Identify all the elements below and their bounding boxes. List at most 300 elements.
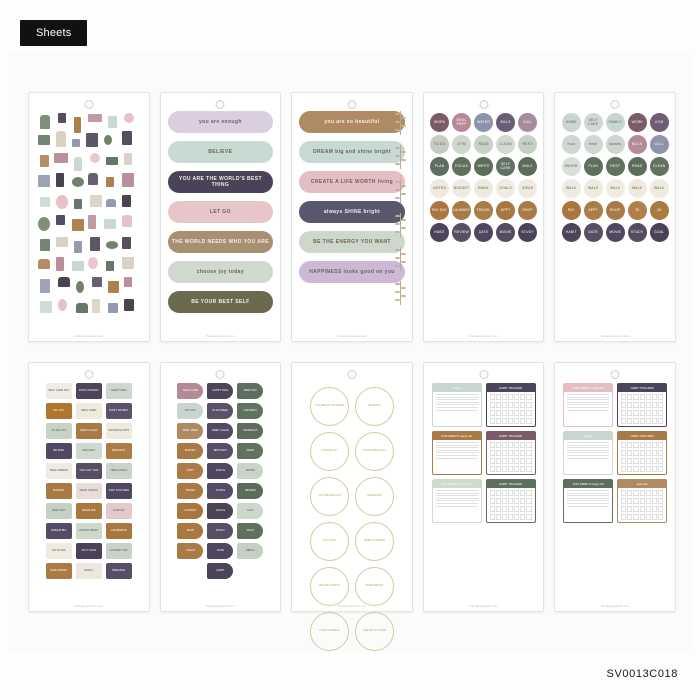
tag-sticker[interactable]: APPOINTMENT (76, 523, 102, 539)
dot-sticker[interactable]: CLEAN (496, 135, 515, 154)
habit-cell[interactable] (658, 490, 663, 496)
tag-sticker[interactable]: SELF CARE (177, 383, 203, 399)
habit-cell[interactable] (627, 490, 632, 496)
habit-cell[interactable] (496, 498, 501, 504)
brush-strip[interactable] (299, 141, 405, 163)
habit-cell[interactable] (633, 402, 638, 408)
tag-sticker[interactable]: BE KIND (46, 443, 72, 459)
habit-cell[interactable] (640, 442, 645, 448)
habit-cell[interactable] (490, 466, 495, 472)
habit-cell[interactable] (490, 490, 495, 496)
sticker-icon[interactable] (108, 281, 119, 293)
habit-cell[interactable] (514, 514, 519, 520)
tag-sticker[interactable]: WORKOUT (237, 423, 263, 439)
sticker-icon[interactable] (88, 257, 98, 269)
dot-sticker[interactable]: CLEAN (650, 157, 669, 176)
brush-strip[interactable] (299, 201, 405, 223)
habit-cell[interactable] (640, 498, 645, 504)
dot-sticker[interactable]: GYM (452, 135, 471, 154)
tag-sticker[interactable]: DON'T FORGET (76, 383, 102, 399)
habit-cell[interactable] (658, 394, 663, 400)
tag-sticker[interactable]: BUDGET (177, 443, 203, 459)
habit-cell[interactable] (640, 418, 645, 424)
sticker-icon[interactable] (56, 215, 65, 225)
habit-cell[interactable] (490, 450, 495, 456)
tag-sticker[interactable]: BIRTHDAY (207, 443, 233, 459)
sheet-tag-labels-1[interactable] (28, 362, 150, 612)
habit-cell[interactable] (633, 506, 638, 512)
tag-sticker[interactable]: BREATHE (106, 563, 132, 579)
sticker-icon[interactable] (58, 277, 70, 287)
habit-cell[interactable] (633, 418, 638, 424)
sticker-icon[interactable] (108, 303, 118, 313)
sheet-tag-labels-2[interactable] (160, 362, 282, 612)
tag-sticker[interactable]: DO IT NOW (76, 543, 102, 559)
habit-cell[interactable] (646, 458, 651, 464)
sticker-icon[interactable] (74, 241, 82, 253)
habit-cell[interactable] (520, 394, 525, 400)
habit-cell[interactable] (646, 402, 651, 408)
habit-cell[interactable] (514, 466, 519, 472)
habit-cell[interactable] (520, 466, 525, 472)
habit-cell[interactable] (633, 410, 638, 416)
habit-cell[interactable] (496, 418, 501, 424)
tag-sticker[interactable]: BIRTHDAY (106, 443, 132, 459)
tag-sticker[interactable]: DEEP CLEAN (76, 423, 102, 439)
wreath-sticker[interactable]: LOVE YOURSELF (310, 612, 349, 651)
dot-sticker[interactable]: APPT (496, 201, 515, 220)
habit-cell[interactable] (633, 394, 638, 400)
habit-cell[interactable] (646, 490, 651, 496)
habit-cell[interactable] (502, 466, 507, 472)
planner-box[interactable] (486, 479, 536, 523)
dot-sticker[interactable]: DATE (584, 223, 603, 242)
planner-box[interactable] (617, 431, 667, 475)
habit-cell[interactable] (526, 410, 531, 416)
tag-sticker[interactable]: TRAVEL (177, 483, 203, 499)
tag-sticker[interactable]: WATER PLANTS (106, 423, 132, 439)
dot-sticker[interactable]: FAMILY (606, 113, 625, 132)
habit-cell[interactable] (658, 450, 663, 456)
habit-cell[interactable] (496, 514, 501, 520)
habit-cell[interactable] (627, 450, 632, 456)
tag-sticker[interactable]: NO PLANS (46, 543, 72, 559)
brush-strip[interactable] (299, 171, 405, 193)
habit-cell[interactable] (640, 466, 645, 472)
habit-cell[interactable] (502, 458, 507, 464)
tag-sticker[interactable]: MEAL PREP (177, 423, 203, 439)
sticker-icon[interactable] (38, 175, 50, 187)
dot-sticker[interactable]: WALK (584, 179, 603, 198)
dot-sticker[interactable]: NOTES (430, 179, 449, 198)
habit-cell[interactable] (520, 458, 525, 464)
habit-cell[interactable] (646, 506, 651, 512)
sticker-icon[interactable] (76, 281, 84, 293)
habit-cell[interactable] (508, 498, 513, 504)
dot-sticker[interactable]: PAY DAY (430, 201, 449, 220)
sticker-icon[interactable] (122, 131, 132, 145)
wreath-sticker[interactable]: YOU ARE MY SUNSHINE (310, 387, 349, 426)
planner-box[interactable] (617, 383, 667, 427)
dot-sticker[interactable]: IDEAS (518, 179, 537, 198)
habit-cell[interactable] (652, 450, 657, 456)
brush-strip[interactable] (168, 171, 274, 193)
habit-cell[interactable] (652, 490, 657, 496)
habit-cell[interactable] (658, 402, 663, 408)
habit-cell[interactable] (646, 450, 651, 456)
habit-cell[interactable] (646, 418, 651, 424)
tag-sticker[interactable]: NEW GOALS (106, 463, 132, 479)
sticker-icon[interactable] (122, 237, 131, 249)
habit-cell[interactable] (520, 442, 525, 448)
brush-strip[interactable] (299, 231, 405, 253)
habit-cell[interactable] (514, 498, 519, 504)
dot-sticker[interactable]: GYM (650, 113, 669, 132)
tag-sticker[interactable]: SAVE MONEY (46, 563, 72, 579)
habit-cell[interactable] (508, 442, 513, 448)
habit-cell[interactable] (496, 506, 501, 512)
sticker-icon[interactable] (108, 116, 117, 128)
habit-cell[interactable] (652, 394, 657, 400)
habit-cell[interactable] (514, 402, 519, 408)
dot-sticker[interactable]: TO DO (430, 135, 449, 154)
dot-sticker[interactable]: 26 (650, 201, 669, 220)
tag-sticker[interactable]: REFILL (237, 543, 263, 559)
habit-cell[interactable] (640, 490, 645, 496)
tag-sticker[interactable]: WATER (237, 463, 263, 479)
sticker-icon[interactable] (54, 153, 68, 163)
habit-cell[interactable] (520, 450, 525, 456)
tag-sticker[interactable]: REST DAY (46, 503, 72, 519)
habit-cell[interactable] (526, 490, 531, 496)
tag-sticker[interactable]: PAY DAY (46, 403, 72, 419)
sticker-icon[interactable] (90, 153, 100, 163)
tag-sticker[interactable]: DEEP CLEAN (207, 423, 233, 439)
habit-cell[interactable] (526, 442, 531, 448)
dot-sticker[interactable]: laundry (606, 135, 625, 154)
tag-sticker[interactable]: SELF CARE DAY (46, 383, 72, 399)
habit-cell[interactable] (640, 402, 645, 408)
dot-sticker[interactable]: FOCUS (452, 157, 471, 176)
habit-cell[interactable] (520, 498, 525, 504)
wreath-sticker[interactable]: BE BRAVE (355, 387, 394, 426)
habit-cell[interactable] (508, 394, 513, 400)
sticker-icon[interactable] (72, 177, 84, 187)
habit-cell[interactable] (652, 466, 657, 472)
dot-sticker[interactable]: SELF CARE (584, 113, 603, 132)
dot-sticker[interactable]: LAUNDRY (452, 201, 471, 220)
habit-cell[interactable] (627, 458, 632, 464)
sticker-icon[interactable] (40, 115, 50, 129)
dot-sticker[interactable]: food (562, 135, 581, 154)
tag-sticker[interactable]: APPT (177, 463, 203, 479)
habit-cell[interactable] (502, 410, 507, 416)
habit-cell[interactable] (514, 442, 519, 448)
habit-cell[interactable] (514, 418, 519, 424)
sticker-icon[interactable] (88, 173, 98, 185)
habit-cell[interactable] (627, 418, 632, 424)
habit-cell[interactable] (490, 418, 495, 424)
habit-cell[interactable] (496, 466, 501, 472)
habit-cell[interactable] (496, 458, 501, 464)
habit-cell[interactable] (490, 442, 495, 448)
habit-cell[interactable] (526, 506, 531, 512)
habit-cell[interactable] (646, 498, 651, 504)
dot-sticker[interactable]: REST (518, 135, 537, 154)
tag-sticker[interactable]: REST DAY (237, 383, 263, 399)
habit-cell[interactable] (520, 514, 525, 520)
sticker-icon[interactable] (90, 195, 102, 207)
habit-cell[interactable] (520, 506, 525, 512)
brush-strip[interactable] (168, 261, 274, 283)
tag-sticker[interactable]: YOU GOT THIS (76, 463, 102, 479)
habit-cell[interactable] (621, 514, 626, 520)
dot-sticker[interactable]: GOALS (496, 179, 515, 198)
dot-sticker[interactable]: CALL (650, 135, 669, 154)
habit-cell[interactable] (627, 514, 632, 520)
planner-box[interactable] (432, 431, 482, 475)
tag-sticker[interactable]: GOALS (207, 503, 233, 519)
sticker-icon[interactable] (72, 219, 84, 231)
dot-sticker[interactable]: STUDY (518, 223, 537, 242)
tag-sticker[interactable]: HAPPY MAIL (106, 383, 132, 399)
brush-strip[interactable] (168, 231, 274, 253)
tag-sticker[interactable]: TAKE A BREAK (46, 463, 72, 479)
habit-cell[interactable] (658, 418, 663, 424)
wreath-sticker[interactable]: GOOD VIBES ONLY (355, 432, 394, 471)
habit-cell[interactable] (658, 506, 663, 512)
habit-cell[interactable] (627, 394, 632, 400)
habit-cell[interactable] (526, 458, 531, 464)
dot-sticker[interactable]: 25 (628, 201, 647, 220)
tag-sticker[interactable]: MEAL PREP (76, 403, 102, 419)
sticker-icon[interactable] (106, 199, 116, 207)
habit-cell[interactable] (652, 402, 657, 408)
habit-cell[interactable] (646, 410, 651, 416)
habit-cell[interactable] (508, 402, 513, 408)
habit-cell[interactable] (508, 410, 513, 416)
habit-cell[interactable] (502, 498, 507, 504)
dot-sticker[interactable]: SHOP (518, 201, 537, 220)
tag-sticker[interactable]: GROCERY (237, 403, 263, 419)
habit-cell[interactable] (658, 498, 663, 504)
sticker-icon[interactable] (90, 237, 100, 251)
sticker-icon[interactable] (74, 117, 81, 133)
habit-cell[interactable] (520, 410, 525, 416)
habit-cell[interactable] (502, 442, 507, 448)
planner-box[interactable] (432, 383, 482, 427)
habit-cell[interactable] (508, 490, 513, 496)
habit-cell[interactable] (621, 394, 626, 400)
habit-cell[interactable] (508, 418, 513, 424)
habit-cell[interactable] (633, 514, 638, 520)
dot-sticker[interactable]: EMAIL (474, 179, 493, 198)
dot-sticker[interactable]: WORK (628, 113, 647, 132)
dot-sticker[interactable]: WALK (562, 179, 581, 198)
sheet-brush-quotes-2[interactable] (291, 92, 413, 342)
habit-cell[interactable] (496, 490, 501, 496)
sticker-icon[interactable] (92, 277, 102, 287)
habit-cell[interactable] (526, 450, 531, 456)
habit-cell[interactable] (502, 506, 507, 512)
habit-cell[interactable] (502, 514, 507, 520)
dot-sticker[interactable]: WALK (606, 179, 625, 198)
sticker-icon[interactable] (74, 157, 82, 171)
sticker-icon[interactable] (124, 113, 134, 123)
habit-cell[interactable] (640, 450, 645, 456)
wreath-sticker[interactable]: STAY WILD (310, 522, 349, 561)
habit-cell[interactable] (652, 442, 657, 448)
planner-box[interactable] (617, 479, 667, 523)
habit-cell[interactable] (633, 450, 638, 456)
habit-cell[interactable] (621, 458, 626, 464)
habit-cell[interactable] (496, 442, 501, 448)
dot-sticker[interactable]: HABIT (430, 223, 449, 242)
habit-cell[interactable] (526, 514, 531, 520)
habit-cell[interactable] (502, 418, 507, 424)
sticker-icon[interactable] (104, 135, 112, 145)
brush-strip[interactable] (168, 291, 274, 313)
sticker-icon[interactable] (40, 239, 50, 251)
sticker-icon[interactable] (122, 215, 132, 227)
habit-cell[interactable] (514, 410, 519, 416)
dot-sticker[interactable]: BILLS (496, 113, 515, 132)
habit-cell[interactable] (621, 506, 626, 512)
dot-sticker[interactable]: DATE (474, 223, 493, 242)
sticker-icon[interactable] (88, 215, 96, 229)
habit-cell[interactable] (621, 418, 626, 424)
tag-sticker[interactable]: GROCERY (76, 443, 102, 459)
sticker-icon[interactable] (56, 131, 66, 147)
dot-sticker[interactable]: STUDY (628, 223, 647, 242)
habit-cell[interactable] (627, 466, 632, 472)
sticker-icon[interactable] (58, 299, 67, 311)
habit-cell[interactable] (652, 514, 657, 520)
tag-sticker[interactable]: BUDGET (46, 483, 72, 499)
habit-cell[interactable] (496, 402, 501, 408)
habit-cell[interactable] (652, 498, 657, 504)
sticker-icon[interactable] (74, 199, 82, 209)
dot-sticker[interactable]: BILLS (628, 135, 647, 154)
habit-cell[interactable] (658, 514, 663, 520)
habit-cell[interactable] (627, 498, 632, 504)
habit-cell[interactable] (490, 402, 495, 408)
dot-sticker[interactable]: WALK (650, 179, 669, 198)
sticker-icon[interactable] (58, 113, 66, 123)
habit-cell[interactable] (640, 394, 645, 400)
sticker-icon[interactable] (122, 173, 134, 187)
brush-strip[interactable] (299, 261, 405, 283)
habit-cell[interactable] (526, 498, 531, 504)
dot-sticker[interactable]: CALL (518, 113, 537, 132)
sheet-dot-labels-1[interactable] (423, 92, 545, 342)
habit-cell[interactable] (496, 410, 501, 416)
sticker-icon[interactable] (92, 299, 100, 313)
wreath-sticker[interactable]: MAKE IT HAPPEN (355, 522, 394, 561)
planner-box[interactable] (563, 431, 613, 475)
habit-cell[interactable] (514, 506, 519, 512)
sticker-icon[interactable] (106, 261, 114, 271)
habit-cell[interactable] (496, 450, 501, 456)
dot-sticker[interactable]: PLAN (584, 157, 603, 176)
brush-strip[interactable] (168, 201, 274, 223)
sticker-icon[interactable] (38, 217, 50, 231)
sticker-icon[interactable] (86, 133, 98, 147)
sticker-icon[interactable] (106, 157, 118, 165)
sticker-icon[interactable] (56, 257, 64, 271)
habit-cell[interactable] (502, 490, 507, 496)
sticker-icon[interactable] (88, 114, 102, 122)
tag-sticker[interactable]: HAPPY MAIL (207, 383, 233, 399)
habit-cell[interactable] (621, 442, 626, 448)
sticker-icon[interactable] (40, 155, 49, 167)
dot-sticker[interactable]: PAY (562, 201, 581, 220)
habit-cell[interactable] (652, 458, 657, 464)
habit-cell[interactable] (526, 394, 531, 400)
habit-cell[interactable] (640, 506, 645, 512)
habit-cell[interactable] (627, 442, 632, 448)
wreath-sticker[interactable]: BE KIND ALWAYS (310, 567, 349, 606)
habit-cell[interactable] (514, 394, 519, 400)
brush-strip[interactable] (168, 141, 274, 163)
dot-sticker[interactable]: MEAL PREP (452, 113, 471, 132)
sheet-gold-wreaths[interactable] (291, 362, 413, 633)
tag-sticker[interactable]: STUDY (207, 523, 233, 539)
habit-cell[interactable] (640, 514, 645, 520)
habit-cell[interactable] (508, 506, 513, 512)
tag-sticker[interactable]: LAUNDRY DAY (106, 543, 132, 559)
habit-cell[interactable] (633, 490, 638, 496)
habit-cell[interactable] (627, 402, 632, 408)
habit-cell[interactable] (658, 466, 663, 472)
dot-sticker[interactable]: WALK (518, 157, 537, 176)
dot-sticker[interactable]: MOVIE (496, 223, 515, 242)
habit-cell[interactable] (508, 450, 513, 456)
sticker-icon[interactable] (106, 241, 118, 249)
sticker-icon[interactable] (40, 279, 50, 293)
habit-cell[interactable] (496, 394, 501, 400)
sheet-planner-boxes-2[interactable] (554, 362, 676, 612)
sticker-icon[interactable] (124, 277, 132, 287)
habit-cell[interactable] (520, 490, 525, 496)
sticker-icon[interactable] (56, 195, 68, 209)
habit-cell[interactable] (621, 410, 626, 416)
habit-cell[interactable] (490, 498, 495, 504)
habit-cell[interactable] (658, 410, 663, 416)
habit-cell[interactable] (646, 466, 651, 472)
habit-cell[interactable] (502, 394, 507, 400)
tag-sticker[interactable]: HABIT (207, 563, 233, 579)
habit-cell[interactable] (621, 490, 626, 496)
sticker-icon[interactable] (38, 135, 50, 145)
sheet-dot-labels-2[interactable] (554, 92, 676, 342)
dot-sticker[interactable]: BUDGET (452, 179, 471, 198)
sticker-icon[interactable] (72, 261, 84, 271)
sticker-icon[interactable] (76, 303, 88, 313)
sticker-icon[interactable] (56, 173, 64, 187)
tag-sticker[interactable]: FOCUS (207, 463, 233, 479)
habit-cell[interactable] (520, 402, 525, 408)
habit-cell[interactable] (526, 418, 531, 424)
habit-cell[interactable] (514, 450, 519, 456)
dot-sticker[interactable]: WALK (628, 179, 647, 198)
habit-cell[interactable] (658, 458, 663, 464)
dot-sticker[interactable]: READ (474, 135, 493, 154)
habit-cell[interactable] (640, 458, 645, 464)
dot-sticker[interactable]: HOME (562, 113, 581, 132)
sticker-icon[interactable] (122, 195, 131, 207)
sticker-icon[interactable] (40, 301, 52, 313)
